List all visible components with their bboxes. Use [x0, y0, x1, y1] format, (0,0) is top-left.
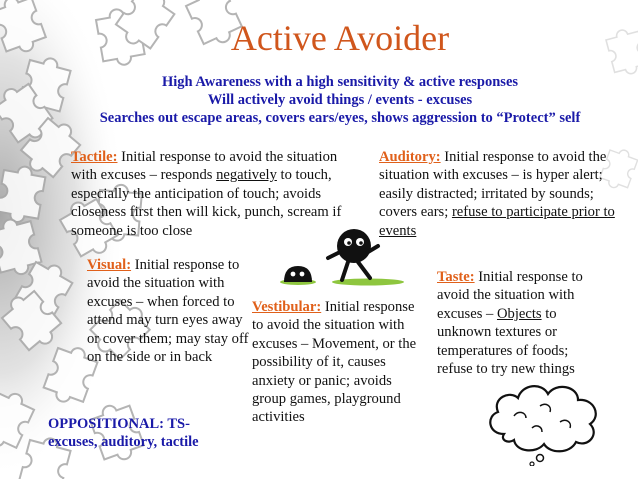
vestibular-label: Vestibular:	[252, 299, 322, 315]
tactile-emphasis: negatively	[216, 167, 277, 184]
tactile-section	[71, 148, 357, 240]
creature-running-icon	[318, 226, 408, 288]
taste-label: Taste:	[437, 269, 475, 285]
creature-small-icon	[278, 262, 318, 286]
subtitle-line-3: Searches out escape areas, covers ears/eyes, shows aggression to “Protect” self	[99, 110, 581, 126]
visual-text-1: Initial response to avoid the situation with excuses – when forced to attend may turn eyes away or cover them; may stay off on the side or in back	[87, 257, 249, 366]
cloud-thought-icon	[480, 376, 608, 466]
auditory-emphasis: refuse to participate prior to events	[379, 204, 615, 239]
visual-label: Visual:	[87, 257, 132, 273]
tactile-text-1: Initial response to avoid the situation with excuses – responds	[71, 149, 338, 184]
tactile-label: Tactile:	[71, 149, 118, 165]
vestibular-text-1: Initial response to avoid the situation with excuses – Movement, or the possibility of it, causes anxiety or panic; avoids group games, playground activities	[252, 299, 417, 426]
auditory-label: Auditory:	[379, 149, 441, 165]
oppositional-line-1: OPPOSITIONAL: TS-	[48, 416, 190, 432]
page-title: Active Avoider	[230, 18, 450, 58]
vestibular-section	[252, 298, 420, 427]
auditory-text-1: Initial response to avoid the situation with excuses – is hyper alert; easily distracted; irritated by sounds; covers ears;	[379, 149, 607, 221]
oppositional-note	[48, 415, 248, 451]
tactile-text-2: to touch, especially the anticipation of touch; avoids closeness first then will kick, punch, scream if someone is too close	[71, 167, 342, 239]
subtitle-line-1: High Awareness with a high sensitivity & active responses	[161, 74, 519, 90]
oppositional-line-2: excuses, auditory, tactile	[48, 434, 199, 450]
visual-section	[87, 256, 257, 366]
taste-section	[437, 268, 597, 378]
taste-text-2: to unknown textures or temperatures of foods; refuse to try new things	[437, 305, 575, 378]
taste-text-1: Initial response to avoid the situation with excuses –	[437, 269, 583, 322]
subtitle-line-2: Will actively avoid things / events - excuses	[207, 92, 473, 108]
taste-emphasis: Objects	[496, 305, 542, 322]
auditory-section	[379, 148, 615, 240]
